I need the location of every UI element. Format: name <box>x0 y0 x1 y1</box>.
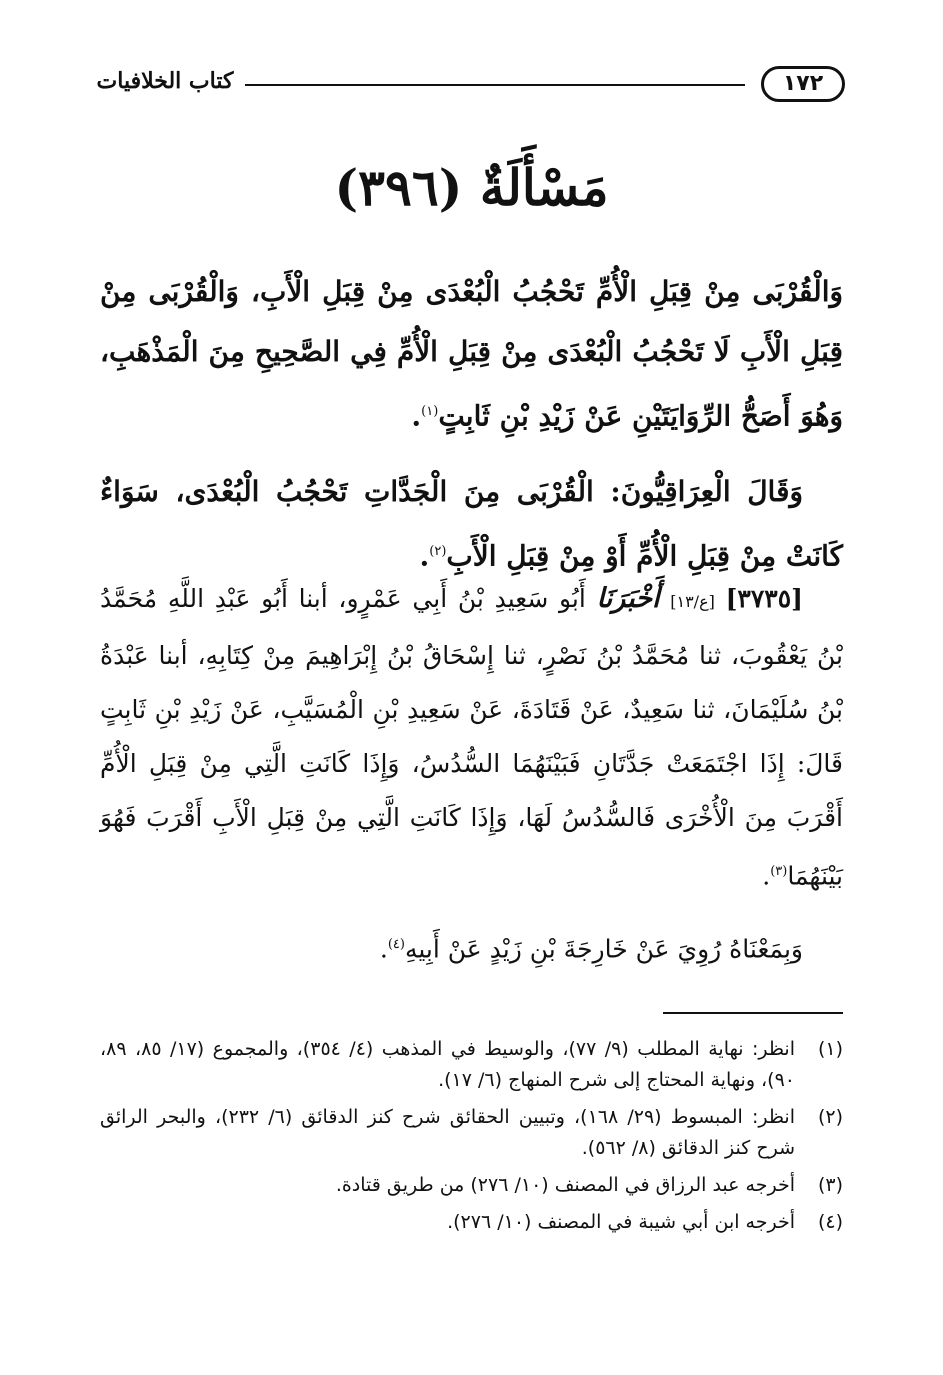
footnote-item <box>100 1034 843 1096</box>
akhbarana-word: أَخْبَرَنَا <box>596 583 660 614</box>
followup-paragraph <box>100 918 843 976</box>
footnote-item <box>100 1207 843 1238</box>
footnote-number: (٣) <box>817 1174 843 1196</box>
hadith-text: أَبُو سَعِيدِ بْنُ أَبِي عَمْرٍو، أبنا أَبُو عَبْدِ اللَّهِ مُحَمَّدُ بْنُ يَعْقُوبَ، ثنا مُحَمَّدُ بْنُ نَصْرٍ، ثنا إِسْحَاقُ بْنُ إِبْرَاهِيمَ مِنْ كِتَابِهِ، أبنا عَبْدَةُ بْنُ سُلَيْمَانَ، ثنا سَعِيدٌ، عَنْ قَتَادَةَ، عَنْ سَعِيدِ بْنِ الْمُسَيَّبِ، عَنْ زَيْدِ بْنِ ثَابِتٍ قَالَ: إِذَا اجْتَمَعَتْ جَدَّتَانِ فَبَيْنَهُمَا السُّدُسُ، وَإِذَا كَانَتِ الَّتِي مِنْ قِبَلِ الْأُمِّ أَقْرَبَ مِنَ الْأُخْرَى فَالسُّدُسُ لَهَا، وَإِذَا كَانَتِ الَّتِي مِنْ قِبَلِ الْأَبِ أَقْرَبَ فَهُوَ بَيْنَهُمَا <box>100 584 843 891</box>
header-rule <box>245 84 745 86</box>
hadith-end: . <box>762 861 771 891</box>
footnote-text: انظر: نهاية المطلب (٩/ ٧٧)، والوسيط في المذهب (٤/ ٣٥٤)، والمجموع (١٧/ ٨٥، ٨٩، ٩٠)، ونهاية المحتاج إلى شرح المنهاج (٦/ ١٧). <box>100 1038 795 1091</box>
ruling-text-2: وَقَالَ الْعِرَاقِيُّونَ: الْقُرْبَى مِنَ الْجَدَّاتِ تَحْجُبُ الْبُعْدَى، سَوَاءٌ كَانَتْ مِنْ قِبَلِ الْأُمِّ أَوْ مِنْ قِبَلِ الْأَبِ <box>100 475 843 573</box>
hadith-number: [٣٧٣٥] <box>725 584 803 613</box>
book-title: كتاب الخلافيات <box>96 68 234 94</box>
page-number: ١٧٢ <box>761 66 845 102</box>
followup-end: . <box>379 934 388 964</box>
footnote-number: (٢) <box>817 1106 843 1128</box>
footnote-text: انظر: المبسوط (٢٩/ ١٦٨)، وتبيين الحقائق شرح كنز الدقائق (٦/ ٢٣٢)، والبحر الرائق شرح كنز الدقائق (٨/ ٥٦٢). <box>100 1106 795 1159</box>
footnote-number: (٤) <box>817 1211 843 1233</box>
footnote-number: (١) <box>817 1038 843 1060</box>
ruling-text-1: وَالْقُرْبَى مِنْ قِبَلِ الْأُمِّ تَحْجُبُ الْبُعْدَى مِنْ قِبَلِ الْأَبِ، وَالْقُرْبَى مِنْ قِبَلِ الْأَبِ لَا تَحْجُبُ الْبُعْدَى مِنْ قِبَلِ الْأُمِّ فِي الصَّحِيحِ مِنَ الْمَذْهَبِ، وَهُوَ أَصَحُّ الرِّوَايَتَيْنِ عَنْ زَيْدِ بْنِ ثَابِتٍ <box>100 275 844 433</box>
footnote-item <box>100 1170 843 1201</box>
footnote-text: أخرجه عبد الرزاق في المصنف (١٠/ ٢٧٦) من طريق قتادة. <box>335 1174 795 1196</box>
footnote-separator <box>663 1012 843 1014</box>
ruling-paragraph-2 <box>100 462 843 586</box>
footnote-marker-2: (٢) <box>429 544 447 559</box>
ruling-paragraph-1 <box>100 262 843 446</box>
ruling-end-2: . <box>419 539 430 573</box>
footnote-marker-1: (١) <box>421 404 439 419</box>
footnote-text: أخرجه ابن أبي شيبة في المصنف (١٠/ ٢٧٦). <box>447 1211 795 1233</box>
footnote-item <box>100 1102 843 1164</box>
footnote-marker-3: (٣) <box>770 864 788 879</box>
footnote-marker-4: (٤) <box>387 937 405 952</box>
masala-title: مَسْأَلَةٌ (٣٩٦) <box>334 158 609 217</box>
ruling-end-1: . <box>411 399 422 433</box>
page-header <box>95 66 845 108</box>
footnotes <box>100 1034 843 1244</box>
hadith-paragraph <box>100 572 843 903</box>
manuscript-ref: [ع/١٣] <box>670 592 715 611</box>
followup-text: وَبِمَعْنَاهُ رُوِيَ عَنْ خَارِجَةَ بْنِ زَيْدٍ عَنْ أَبِيهِ <box>404 934 803 964</box>
